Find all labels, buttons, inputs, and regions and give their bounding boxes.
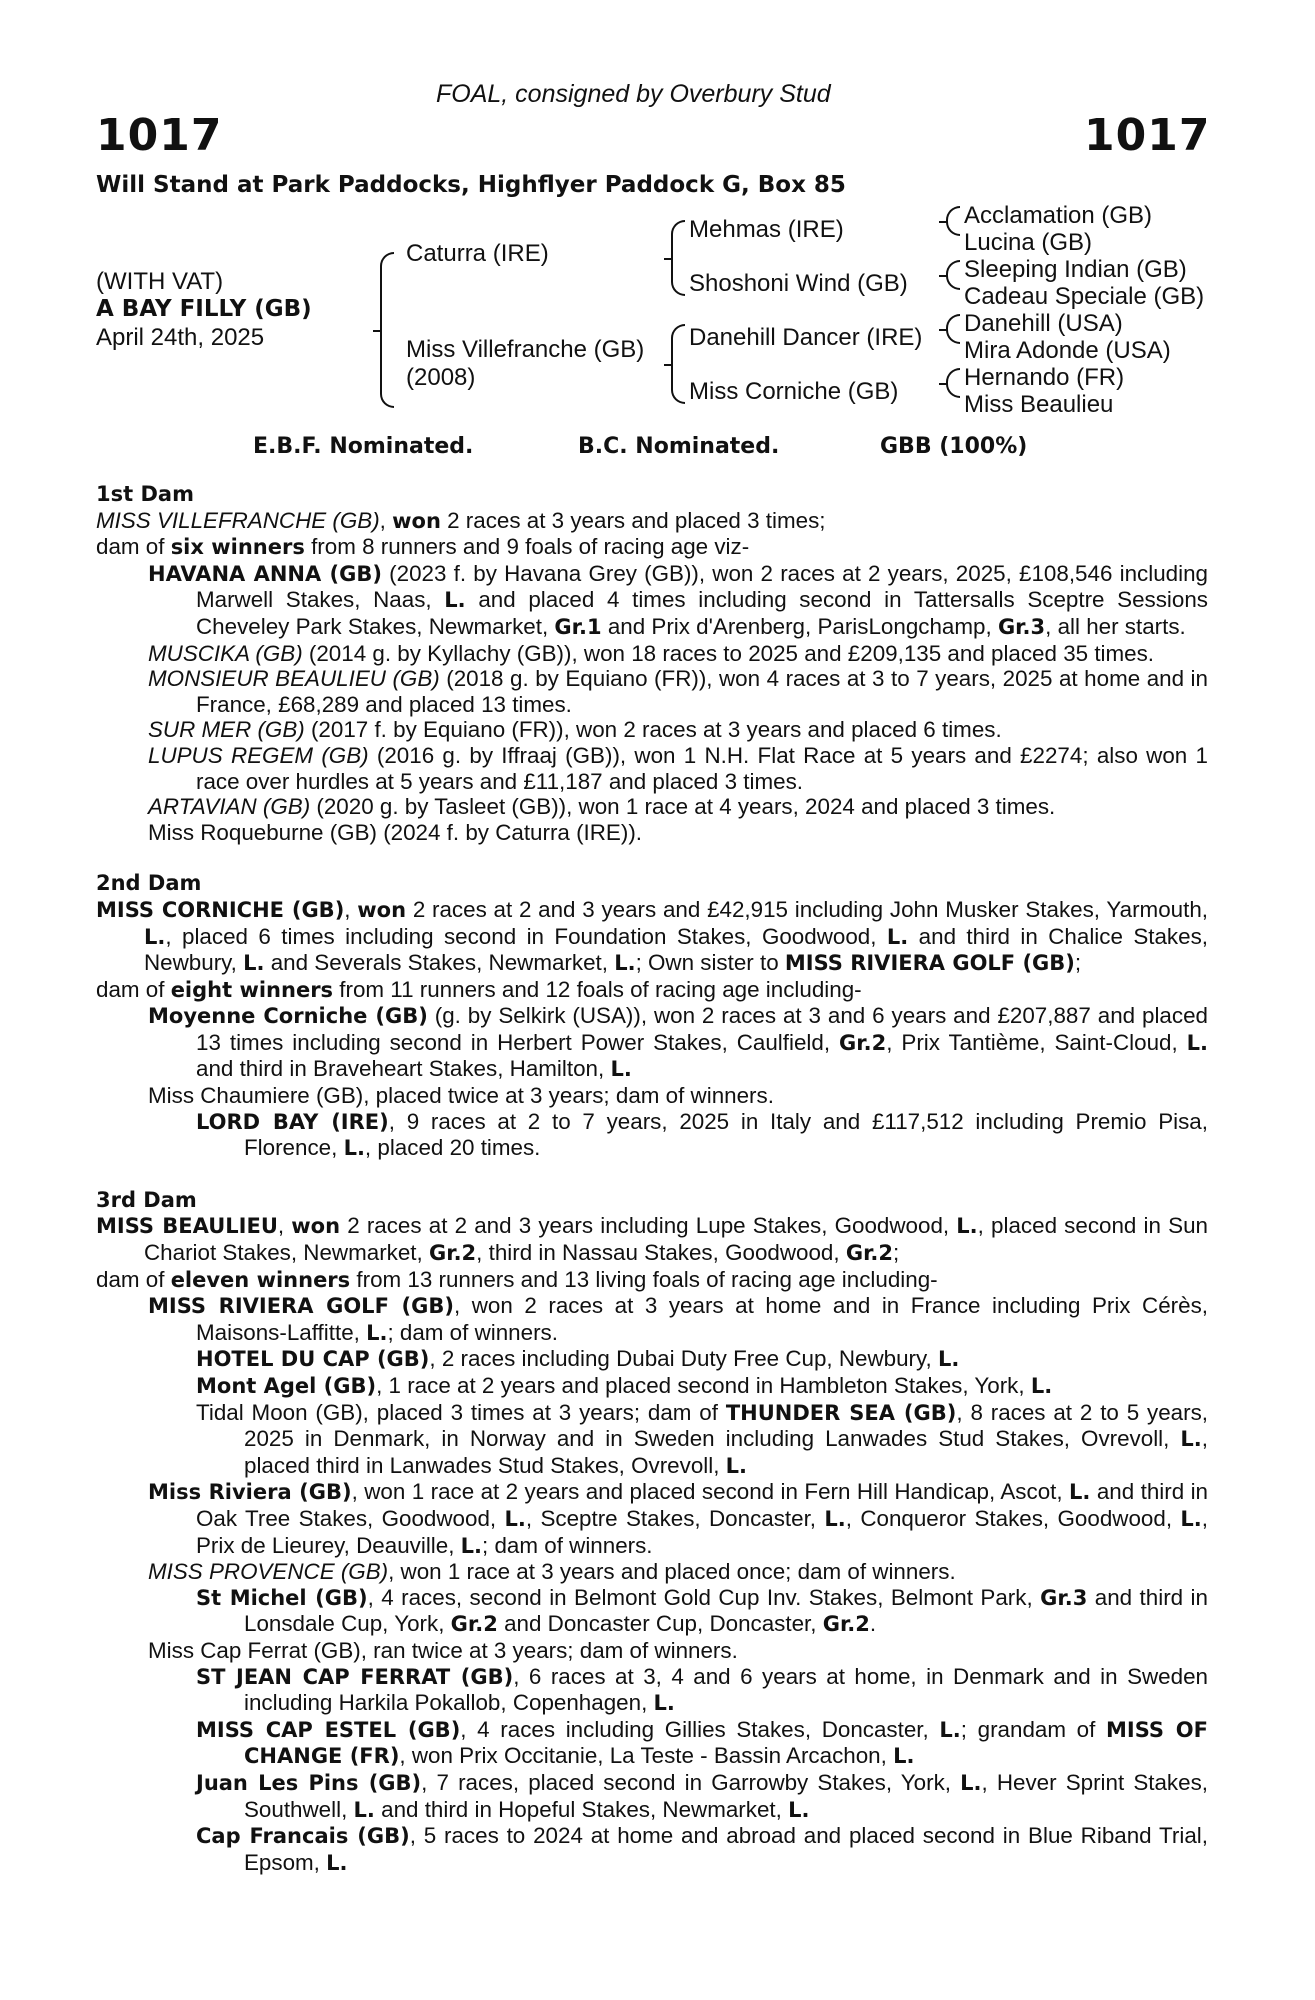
- won-label: won: [392, 508, 441, 533]
- first-dam-heading: 1st Dam: [96, 482, 194, 506]
- grandproduce-entry: [96, 1109, 1208, 1162]
- text: (2014 g. by Kyllachy (GB)), won 18 races to 2025 and £209,135 and placed 35 times.: [302, 640, 1155, 666]
- produce-name: Cap Francais (GB): [196, 1824, 410, 1849]
- lot-number-left: 1017: [96, 110, 223, 161]
- produce-name: LUPUS REGEM (GB): [148, 742, 369, 768]
- grade-label: L.: [939, 1717, 961, 1742]
- grade-label: Gr.3: [1040, 1585, 1088, 1610]
- grade-label: L.: [886, 924, 909, 949]
- grade-label: L.: [1180, 1427, 1202, 1452]
- produce-name: Moyenne Corniche (GB): [148, 1004, 428, 1029]
- consignment-line: FOAL, consigned by Overbury Stud: [436, 80, 831, 108]
- catalogue-body: [96, 482, 1208, 1876]
- produce-entry: Miss Chaumiere (GB), placed twice at 3 years; dam of winners.: [148, 1083, 774, 1109]
- grade-label: L.: [893, 1744, 915, 1769]
- second-dam-heading: 2nd Dam: [96, 871, 202, 896]
- text: , Conqueror Stakes, Goodwood,: [845, 1505, 1181, 1531]
- grandproduce-entry: [96, 1585, 1208, 1638]
- pedigree-dam-sire: Danehill Dancer (IRE): [689, 324, 923, 351]
- grade-label: L.: [353, 1797, 375, 1822]
- grade-label: Gr.2: [450, 1612, 498, 1637]
- text: (2023 f. by Havana Grey (GB)), won 2 races at 2 years, 2025, £108,546 including Marwell Stakes, Naas,: [196, 560, 1208, 613]
- text: and third in Hopeful Stakes, Newmarket,: [374, 1796, 789, 1822]
- produce-name: ST JEAN CAP FERRAT (GB): [196, 1664, 514, 1689]
- text: ; dam of winners.: [482, 1532, 653, 1558]
- text: , Sceptre Stakes, Doncaster,: [525, 1505, 825, 1531]
- winners-count: six winners: [170, 535, 305, 560]
- text: from 8 runners and 9 foals of racing age viz-: [304, 534, 750, 560]
- produce-name: MONSIEUR BEAULIEU (GB): [148, 666, 440, 692]
- grandproduce-entry: [96, 1664, 1208, 1717]
- produce-name: MISS CAP ESTEL (GB): [196, 1717, 461, 1742]
- produce-entry: [96, 641, 1208, 667]
- won-label: won: [357, 897, 407, 922]
- grade-label: L.: [366, 1320, 388, 1345]
- text: , Prix de Lieurey, Deauville,: [196, 1505, 1208, 1558]
- text: ,: [344, 896, 358, 922]
- winners-count: eight winners: [170, 977, 334, 1002]
- text: and third in Oak Tree Stakes, Goodwood,: [196, 1479, 1208, 1531]
- text: (g. by Selkirk (USA)), won 2 races at 3 and 6 years and £207,887 and placed 13 times including second in Herbert Power Stakes, Caulfield,: [196, 1003, 1208, 1055]
- produce-entry: [96, 743, 1208, 794]
- text: (2016 g. by Iffraaj (GB)), won 1 N.H. Flat Race at 5 years and £2274; also won 1 race over hurdles at 5 years and £11,187 and placed 3 times.: [196, 742, 1208, 794]
- text: (2017 f. by Equiano (FR)), won 2 races at 3 years and placed 6 times.: [304, 717, 1002, 743]
- text: , won 1 race at 2 years and placed second in Fern Hill Handicap, Ascot,: [351, 1479, 1070, 1505]
- grade-label: L.: [653, 1691, 675, 1716]
- text: and third in Braveheart Stakes, Hamilton,: [196, 1056, 611, 1082]
- dam-name: MISS BEAULIEU: [96, 1214, 278, 1239]
- grandproduce-entry: [96, 1823, 1208, 1876]
- dam-name: MISS VILLEFRANCHE (GB): [96, 507, 380, 533]
- text: dam of: [96, 976, 171, 1002]
- pedigree-dam-dam: Miss Corniche (GB): [689, 378, 899, 405]
- first-dam-produce-summary: [96, 534, 1208, 561]
- text: 2 races at 2 and 3 years including Lupe Stakes, Goodwood,: [340, 1213, 957, 1239]
- text: and third in Chalice Stakes, Newbury,: [144, 923, 1208, 976]
- pedigree-g1: Acclamation (GB): [964, 202, 1153, 229]
- produce-entry: [96, 561, 1208, 641]
- lot-number-right: 1017: [1084, 110, 1211, 161]
- text: , 9 races at 2 to 7 years, 2025 in Italy and £117,512 including Premio Pisa, Florence,: [244, 1108, 1208, 1161]
- text: , won Prix Occitanie, La Teste - Bassin Arcachon,: [399, 1743, 894, 1769]
- pedigree-sire-dam: Shoshoni Wind (GB): [689, 270, 908, 297]
- produce-name: Mont Agel (GB): [196, 1374, 377, 1398]
- third-dam-heading: 3rd Dam: [96, 1187, 197, 1212]
- grandproduce-entry: [96, 1400, 1208, 1480]
- text: (2018 g. by Equiano (FR)), won 4 races at 3 to 7 years, 2025 at home and in France, £68,289 and placed 13 times.: [196, 666, 1208, 717]
- produce-name: MISS PROVENCE (GB): [148, 1559, 389, 1585]
- pedigree-dam: Miss Villefranche (GB): [406, 336, 645, 363]
- produce-entry: [96, 1293, 1208, 1346]
- text: , placed third in Lanwades Stud Stakes, Ovrevoll,: [244, 1426, 1208, 1478]
- won-label: won: [291, 1214, 341, 1239]
- grade-label: L.: [1186, 1030, 1208, 1055]
- text: , won 1 race at 3 years and placed once; dam of winners.: [388, 1559, 956, 1585]
- text: 2 races at 2 and 3 years and £42,915 including John Musker Stakes, Yarmouth,: [406, 896, 1208, 922]
- pedigree-g2: Lucina (GB): [964, 229, 1093, 256]
- sibling-name: MISS RIVIERA GOLF (GB): [784, 951, 1075, 976]
- text: Tidal Moon (GB), placed 3 times at 3 years; dam of: [196, 1399, 726, 1425]
- grade-label: Gr.3: [997, 614, 1046, 639]
- text: , placed 20 times.: [364, 1135, 541, 1161]
- bc-nomination: B.C. Nominated.: [578, 434, 780, 459]
- third-dam-summary: [96, 1213, 1208, 1266]
- text: ; grandam of: [960, 1716, 1107, 1742]
- produce-entry: [96, 666, 1208, 717]
- text: ; dam of winners.: [387, 1319, 558, 1345]
- text: , 8 races at 2 to 5 years, 2025 in Denmark, in Norway and in Sweden including Lanwades Stud Stakes, Ovrevoll,: [244, 1399, 1208, 1452]
- pedigree-brace-dam: [671, 324, 685, 404]
- produce-entry: [96, 1559, 1208, 1585]
- text: 2 races at 3 years and placed 3 times;: [440, 507, 826, 533]
- text: dam of: [96, 534, 171, 560]
- produce-entry: [96, 717, 1208, 743]
- grade-label: L.: [326, 1850, 348, 1875]
- text: ,: [277, 1213, 292, 1239]
- grade-label: L.: [144, 924, 166, 949]
- text: from 11 runners and 12 foals of racing age including-: [333, 976, 862, 1002]
- produce-name: THUNDER SEA (GB): [725, 1400, 957, 1425]
- grade-label: L.: [444, 588, 466, 613]
- text: (2020 g. by Tasleet (GB)), won 1 race at 4 years, 2024 and placed 3 times.: [310, 794, 1056, 820]
- text: , 6 races at 3, 4 and 6 years at home, in Denmark and in Sweden including Harkila Pokallob, Copenhagen,: [244, 1663, 1208, 1716]
- text: , 5 races to 2024 at home and abroad and placed second in Blue Riband Trial, Epsom,: [244, 1823, 1208, 1875]
- grade-label: Gr.2: [839, 1030, 887, 1055]
- text: , third in Nassau Stakes, Goodwood,: [476, 1240, 846, 1266]
- horse-dob: April 24th, 2025: [96, 324, 265, 351]
- gbb-status: GBB (100%): [880, 434, 1028, 459]
- text: , all her starts.: [1045, 613, 1186, 639]
- text: and third in Lonsdale Cup, York,: [244, 1584, 1208, 1637]
- grade-label: L.: [956, 1214, 978, 1239]
- text: ;: [893, 1240, 900, 1266]
- produce-name: SUR MER (GB): [148, 717, 305, 743]
- produce-entry: [96, 794, 1208, 820]
- pedigree-g8: Miss Beaulieu: [964, 391, 1114, 418]
- produce-name: LORD BAY (IRE): [196, 1109, 389, 1134]
- grade-label: L.: [343, 1136, 365, 1161]
- second-dam-section: [96, 871, 1208, 1162]
- grade-label: L.: [1069, 1480, 1091, 1505]
- pedigree-g3: Sleeping Indian (GB): [964, 256, 1187, 283]
- winners-count: eleven winners: [170, 1267, 351, 1292]
- grade-label: Gr.2: [428, 1241, 477, 1266]
- grandproduce-entry: [96, 1346, 1208, 1373]
- third-dam-section: [96, 1188, 1208, 1876]
- grade-label: L.: [1030, 1374, 1053, 1398]
- pedigree-brace-main: [380, 252, 394, 408]
- pedigree-g5: Danehill (USA): [964, 310, 1123, 337]
- text: and Prix d'Arenberg, ParisLongchamp,: [601, 613, 998, 639]
- pedigree-brace-g4: [946, 368, 960, 398]
- produce-name: HAVANA ANNA (GB): [148, 561, 382, 586]
- grade-label: L.: [460, 1533, 483, 1558]
- text: dam of: [96, 1266, 171, 1292]
- text: , Hever Sprint Stakes, Southwell,: [244, 1769, 1208, 1822]
- text: ;: [1074, 950, 1082, 976]
- second-dam-summary: [96, 897, 1208, 977]
- ebf-nomination: E.B.F. Nominated.: [253, 434, 474, 459]
- pedigree-g6: Mira Adonde (USA): [964, 337, 1171, 364]
- grandproduce-entry: [96, 1770, 1208, 1823]
- grade-label: L.: [788, 1797, 810, 1822]
- produce-entry: Miss Cap Ferrat (GB), ran twice at 3 years; dam of winners.: [148, 1637, 738, 1663]
- text: .: [869, 1611, 877, 1637]
- grade-label: L.: [614, 951, 636, 976]
- pedigree-brace-g3: [946, 314, 960, 344]
- pedigree-brace-g1: [946, 206, 960, 236]
- horse-name: A BAY FILLY (GB): [96, 296, 312, 322]
- grade-label: L.: [243, 951, 265, 976]
- grade-label: Gr.2: [822, 1612, 870, 1637]
- text: ; Own sister to: [635, 950, 785, 976]
- produce-name: Juan Les Pins (GB): [196, 1770, 422, 1795]
- grade-label: L.: [610, 1057, 632, 1082]
- grade-label: L.: [824, 1506, 846, 1531]
- produce-name: HOTEL DU CAP (GB): [196, 1347, 430, 1372]
- pedigree-g4: Cadeau Speciale (GB): [964, 283, 1205, 310]
- pedigree-brace-sire: [671, 220, 685, 296]
- first-dam-section: [96, 482, 1208, 845]
- text: , 7 races, placed second in Garrowby Stakes, York,: [421, 1769, 961, 1795]
- produce-entry: [96, 1479, 1208, 1559]
- grade-label: L.: [725, 1453, 748, 1478]
- grade-label: L.: [1180, 1506, 1202, 1531]
- first-dam-summary: [96, 508, 1208, 535]
- text: and placed 4 times including second in Tattersalls Sceptre Sessions Cheveley Park Stakes, Newmarket,: [196, 587, 1208, 639]
- pedigree-sire-sire: Mehmas (IRE): [689, 216, 844, 243]
- produce-name: St Michel (GB): [196, 1585, 368, 1610]
- pedigree-dam-year: (2008): [406, 364, 476, 391]
- grade-label: Gr.2: [845, 1241, 894, 1266]
- produce-name: ARTAVIAN (GB): [148, 794, 311, 820]
- text: , 4 races, second in Belmont Gold Cup Inv. Stakes, Belmont Park,: [367, 1584, 1041, 1610]
- produce-entry: [96, 1003, 1208, 1083]
- produce-name: MISS RIVIERA GOLF (GB): [148, 1294, 454, 1319]
- third-dam-produce-summary: [96, 1267, 1208, 1294]
- text: , placed second in Sun Chariot Stakes, Newmarket,: [144, 1213, 1208, 1266]
- text: , placed 6 times including second in Foundation Stakes, Goodwood,: [165, 923, 887, 949]
- stand-location: Will Stand at Park Paddocks, Highflyer Paddock G, Box 85: [96, 172, 846, 198]
- vat-note: (WITH VAT): [96, 268, 224, 295]
- produce-name: Miss Riviera (GB): [148, 1480, 352, 1505]
- text: ,: [379, 507, 393, 533]
- text: from 13 runners and 13 living foals of racing age including-: [350, 1266, 938, 1292]
- grade-label: L.: [960, 1770, 982, 1795]
- text: , 1 race at 2 years and placed second in Hambleton Stakes, York,: [376, 1373, 1031, 1398]
- grandproduce-entry: [96, 1717, 1208, 1770]
- produce-entry: Miss Roqueburne (GB) (2024 f. by Caturra (IRE)).: [148, 819, 643, 845]
- text: and Severals Stakes, Newmarket,: [264, 950, 615, 976]
- grade-label: L.: [937, 1347, 960, 1372]
- text: , 2 races including Dubai Duty Free Cup, Newbury,: [429, 1346, 938, 1372]
- grade-label: Gr.1: [554, 614, 602, 639]
- produce-name: MUSCIKA (GB): [148, 640, 303, 666]
- text: , Prix Tantième, Saint-Cloud,: [886, 1029, 1187, 1055]
- pedigree-sire: Caturra (IRE): [406, 240, 549, 267]
- produce-name: MISS OF CHANGE (FR): [244, 1717, 1208, 1769]
- text: , 4 races including Gillies Stakes, Doncaster,: [460, 1716, 940, 1742]
- second-dam-produce-summary: [96, 977, 1208, 1004]
- grade-label: L.: [504, 1506, 526, 1531]
- text: , won 2 races at 3 years at home and in France including Prix Cérès, Maisons-Laffitte,: [196, 1293, 1208, 1345]
- dam-name: MISS CORNICHE (GB): [96, 897, 345, 922]
- grandproduce-entry: [96, 1373, 1208, 1400]
- text: and Doncaster Cup, Doncaster,: [497, 1611, 823, 1637]
- pedigree-g7: Hernando (FR): [964, 364, 1125, 391]
- pedigree-brace-g2: [946, 260, 960, 290]
